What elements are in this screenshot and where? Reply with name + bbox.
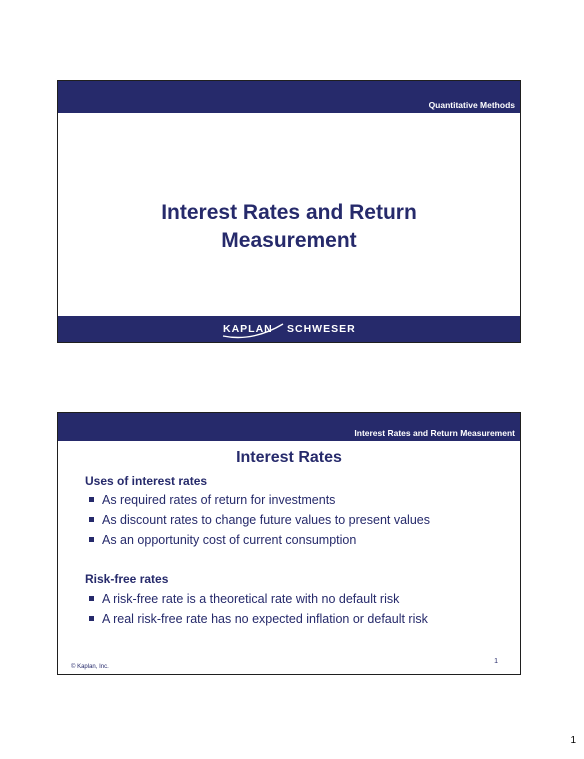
title-slide [57,80,521,343]
copyright-notice: © Kaplan, Inc. [71,664,109,670]
slide-title-line-1: Interest Rates and Return [161,201,417,224]
bullet-item [89,592,399,606]
bullet-square-icon [89,537,94,542]
section-heading: Risk-free rates [85,572,169,586]
slide-footer-band [58,316,520,342]
bullet-item [89,493,335,507]
slide-header-label: Interest Rates and Return Measurement [58,413,520,441]
section-heading: Uses of interest rates [85,474,208,488]
bullet-square-icon [89,517,94,522]
slide-header-label: Quantitative Methods [58,81,520,113]
slide-number: 1 [494,658,498,665]
slide-title-line-2: Measurement [221,229,357,252]
logo-kaplan-text: KAPLAN [223,323,273,335]
bullet-item [89,533,356,547]
bullet-text: A risk-free rate is a theoretical rate with no default risk [102,592,400,606]
bullet-text: A real risk-free rate has no expected inflation or default risk [102,612,428,626]
bullet-square-icon [89,616,94,621]
logo-schweser-text: SCHWESER [287,323,356,335]
bullet-item [89,513,430,527]
bullet-text: As required rates of return for investments [102,493,336,507]
content-slide [57,412,521,675]
bullet-square-icon [89,596,94,601]
bullet-text: As an opportunity cost of current consumption [102,533,357,547]
bullet-square-icon [89,497,94,502]
bullet-text: As discount rates to change future values to present values [102,513,430,527]
slide-title [58,199,520,255]
slide-title: Interest Rates [236,449,342,466]
page-number: 1 [570,735,576,746]
bullet-item [89,612,428,626]
kaplan-schweser-logo [221,321,359,337]
